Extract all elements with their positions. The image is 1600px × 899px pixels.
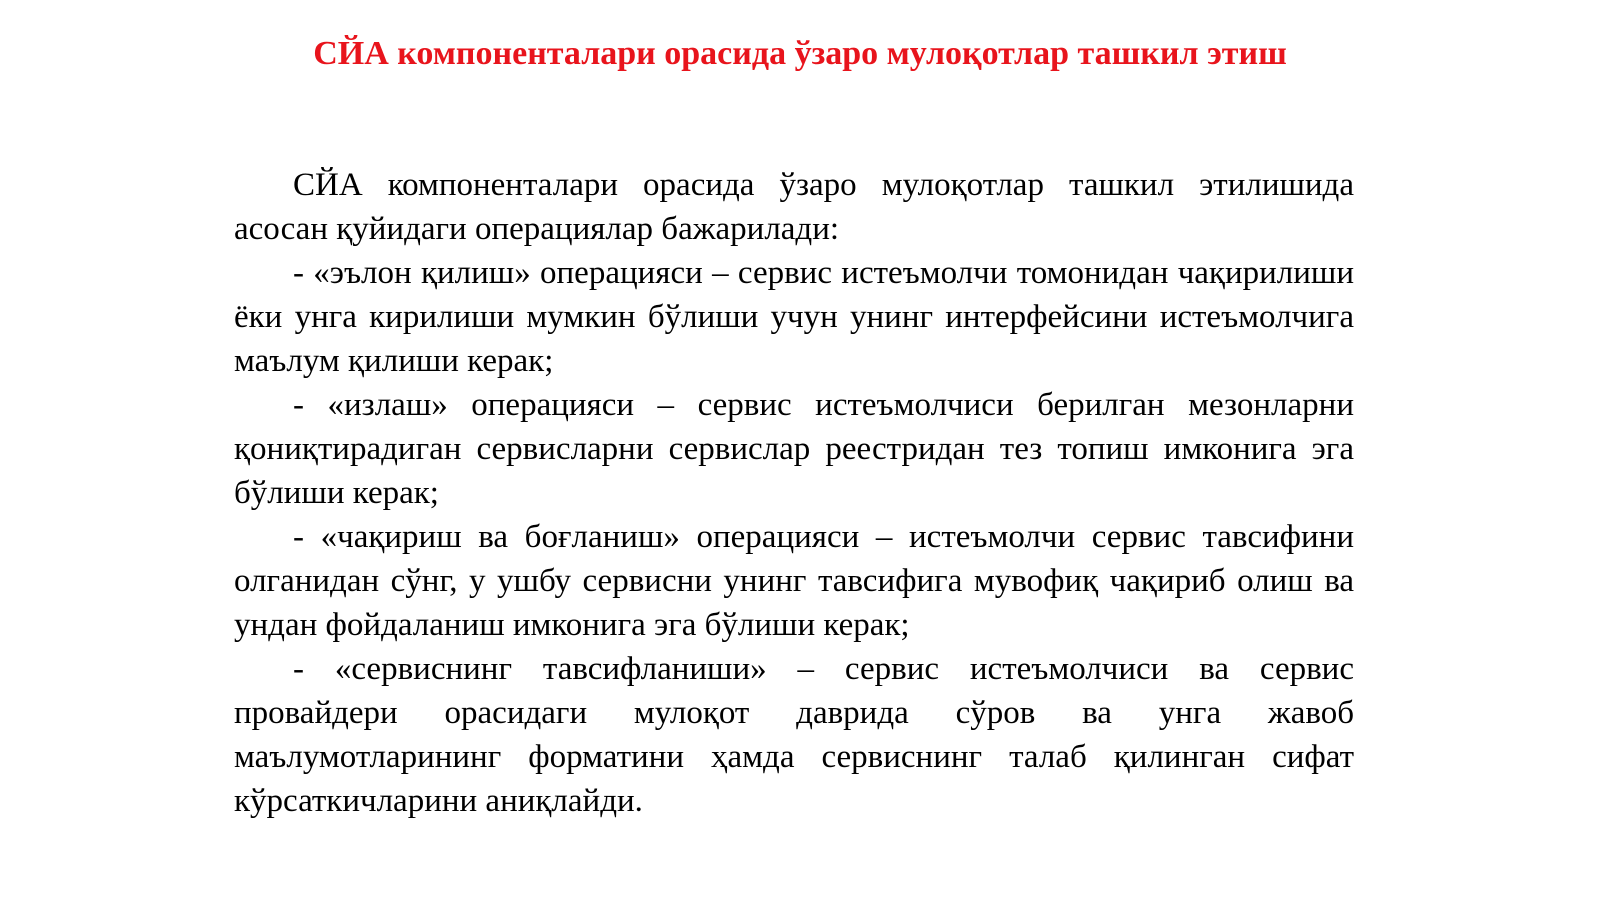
paragraph-publish-operation: - «эълон қилиш» операцияси – сервис истеъмолчи томонидан чақирилиши ёки унга кирилиши мумкин бўлиши учун унинг интерфейсини истеъмолчига маълум қилиши керак;: [234, 255, 1354, 379]
slide-title: СЙА компоненталари орасида ўзаро мулоқотлар ташкил этиш: [313, 35, 1287, 72]
paragraph-invoke-operation: - «чақириш ва боғланиш» операцияси – истеъмолчи сервис тавсифини олганидан сўнг, у ушбу сервисни унинг тавсифига мувофиқ чақириб олиш ва ундан фойдаланиш имконига эга бўлиши керак;: [234, 519, 1354, 643]
paragraph-intro: СЙА компоненталари орасида ўзаро мулоқотлар ташкил этилишида асосан қуйидаги операциялар бажарилади:: [234, 167, 1354, 247]
paragraph-service-description: - «сервиснинг тавсифланиши» – сервис истеъмолчиси ва сервис провайдери орасидаги мулоқот даврида сўров ва унга жавоб маълумотларининг форматини ҳамда сервиснинг талаб қилинган сифат кўрсаткичларини аниқлайди.: [234, 651, 1354, 819]
paragraph-search-operation: - «излаш» операцияси – сервис истеъмолчиси берилган мезонларни қониқтирадиган сервисларни сервислар реестридан тез топиш имконига эга бўлиши керак;: [234, 387, 1354, 511]
slide-body: [234, 163, 1354, 823]
